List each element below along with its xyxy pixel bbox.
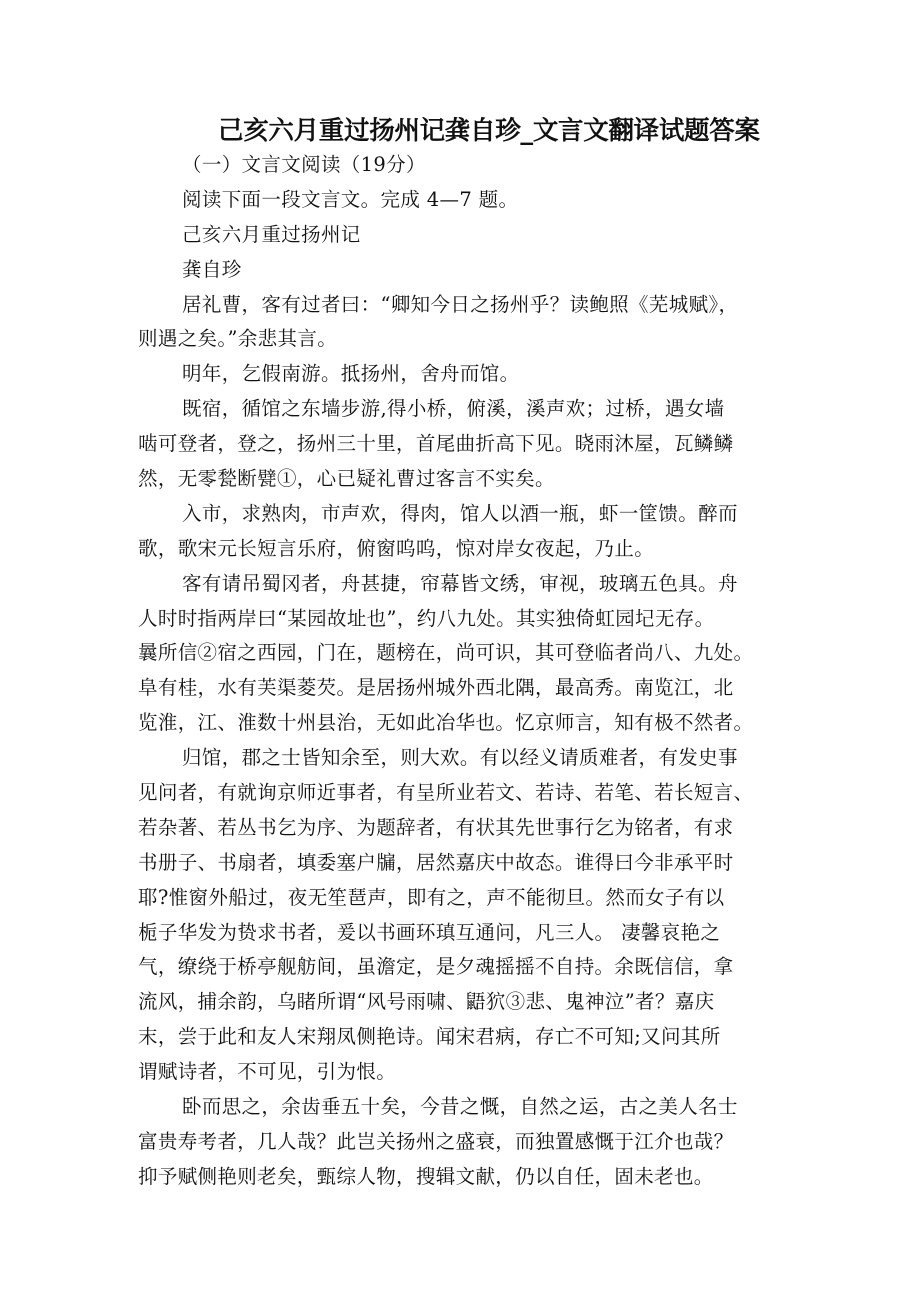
text-line: 客有请吊蜀冈者，舟甚捷，帘幕皆文绣，审视，玻璃五色具。舟 [182, 571, 738, 595]
text-line: 若杂著、若丛书乞为序、为题辞者，有状其先世事行乞为铭者，有求 [138, 815, 734, 839]
text-line: 览淮，江、淮数十州县治，无如此冶华也。忆京师言，知有极不然者。 [138, 711, 754, 735]
text-line: 啮可登者，登之，扬州三十里，首尾曲折高下见。晓雨沐屋，瓦鳞鳞 [138, 432, 734, 456]
text-line: 抑予赋侧艳则老矣，甄综人物，搜辑文献，仍以自任，固未老也。 [138, 1164, 714, 1188]
text-line: 富贵寿考者，几人哉？此岂关扬州之盛衰，而独置感慨于江介也哉？ [138, 1129, 734, 1153]
text-line: 然，无零甃断甓①，心已疑礼曹过客言不实矣。 [138, 467, 555, 491]
document-title: 己亥六月重过扬州记龚自珍_文言文翻译试题答案 [218, 116, 760, 146]
document-body [138, 148, 783, 1195]
section-heading: （一）文言文阅读（19分） [182, 153, 426, 176]
text-line: 居礼曹，客有过者曰：“卿知今日之扬州乎？读鲍照《芜城赋》， [182, 292, 739, 316]
essay-title: 己亥六月重过扬州记 [182, 222, 361, 246]
text-line: 阜有桂，水有芙渠菱芡。是居扬州城外西北隅，最高秀。南览江，北 [138, 676, 734, 700]
text-line: 入市，求熟肉，市声欢，得肉，馆人以酒一瓶，虾一筐馈。醉而 [182, 501, 738, 525]
text-line: 耶?惟窗外船过，夜无笙琶声，即有之，声不能彻旦。然而女子有以 [138, 885, 725, 909]
text-line: 人时时指两岸曰“某园故址也”，约八九处。其实独倚虹园圮无存。 [138, 606, 715, 630]
text-line: 书册子、书扇者，填委塞户牖，居然嘉庆中故态。谁得曰今非承平时 [138, 850, 734, 874]
text-line: 末，尝于此和友人宋翔凤侧艳诗。闻宋君病，存亡不可知;又问其所 [138, 1025, 721, 1049]
text-line: 流风，捕余韵，乌睹所谓“风号雨啸、鼯狖③悲、鬼神泣”者？嘉庆 [138, 990, 715, 1014]
essay-author: 龚自珍 [182, 257, 242, 281]
text-line: 明年，乞假南游。抵扬州，舍舟而馆。 [182, 362, 520, 386]
text-line: 栀子华发为贽求书者，爰以书画环瑱互通问，凡三人。 凄馨哀艳之 [138, 920, 721, 944]
text-line: 归馆，郡之士皆知余至，则大欢。有以经义请质难者，有发史事 [182, 746, 738, 770]
instruction-line: 阅读下面一段文言文。完成 4—7 题。 [182, 187, 519, 211]
text-line: 既宿，循馆之东墙步游,得小桥，俯溪，溪声欢；过桥，遇女墙 [182, 397, 725, 421]
text-line: 则遇之矣。”余悲其言。 [138, 327, 338, 351]
text-line: 卧而思之，余齿垂五十矣，今昔之慨，自然之运，古之美人名士 [182, 1095, 738, 1119]
text-line: 谓赋诗者，不可见，引为恨。 [138, 1060, 397, 1084]
text-line: 曩所信②宿之西园，门在，题榜在，尚可识，其可登临者尚八、九处。 [138, 641, 754, 665]
text-line: 见问者，有就询京师近事者，有呈所业若文、若诗、若笔、若长短言、 [138, 781, 754, 805]
text-line: 歌，歌宋元长短言乐府，俯窗呜呜，惊对岸女夜起，乃止。 [138, 536, 655, 560]
text-line: 气，缭绕于桥亭舰舫间，虽澹定，是夕魂摇摇不自持。余既信信，拿 [138, 955, 734, 979]
